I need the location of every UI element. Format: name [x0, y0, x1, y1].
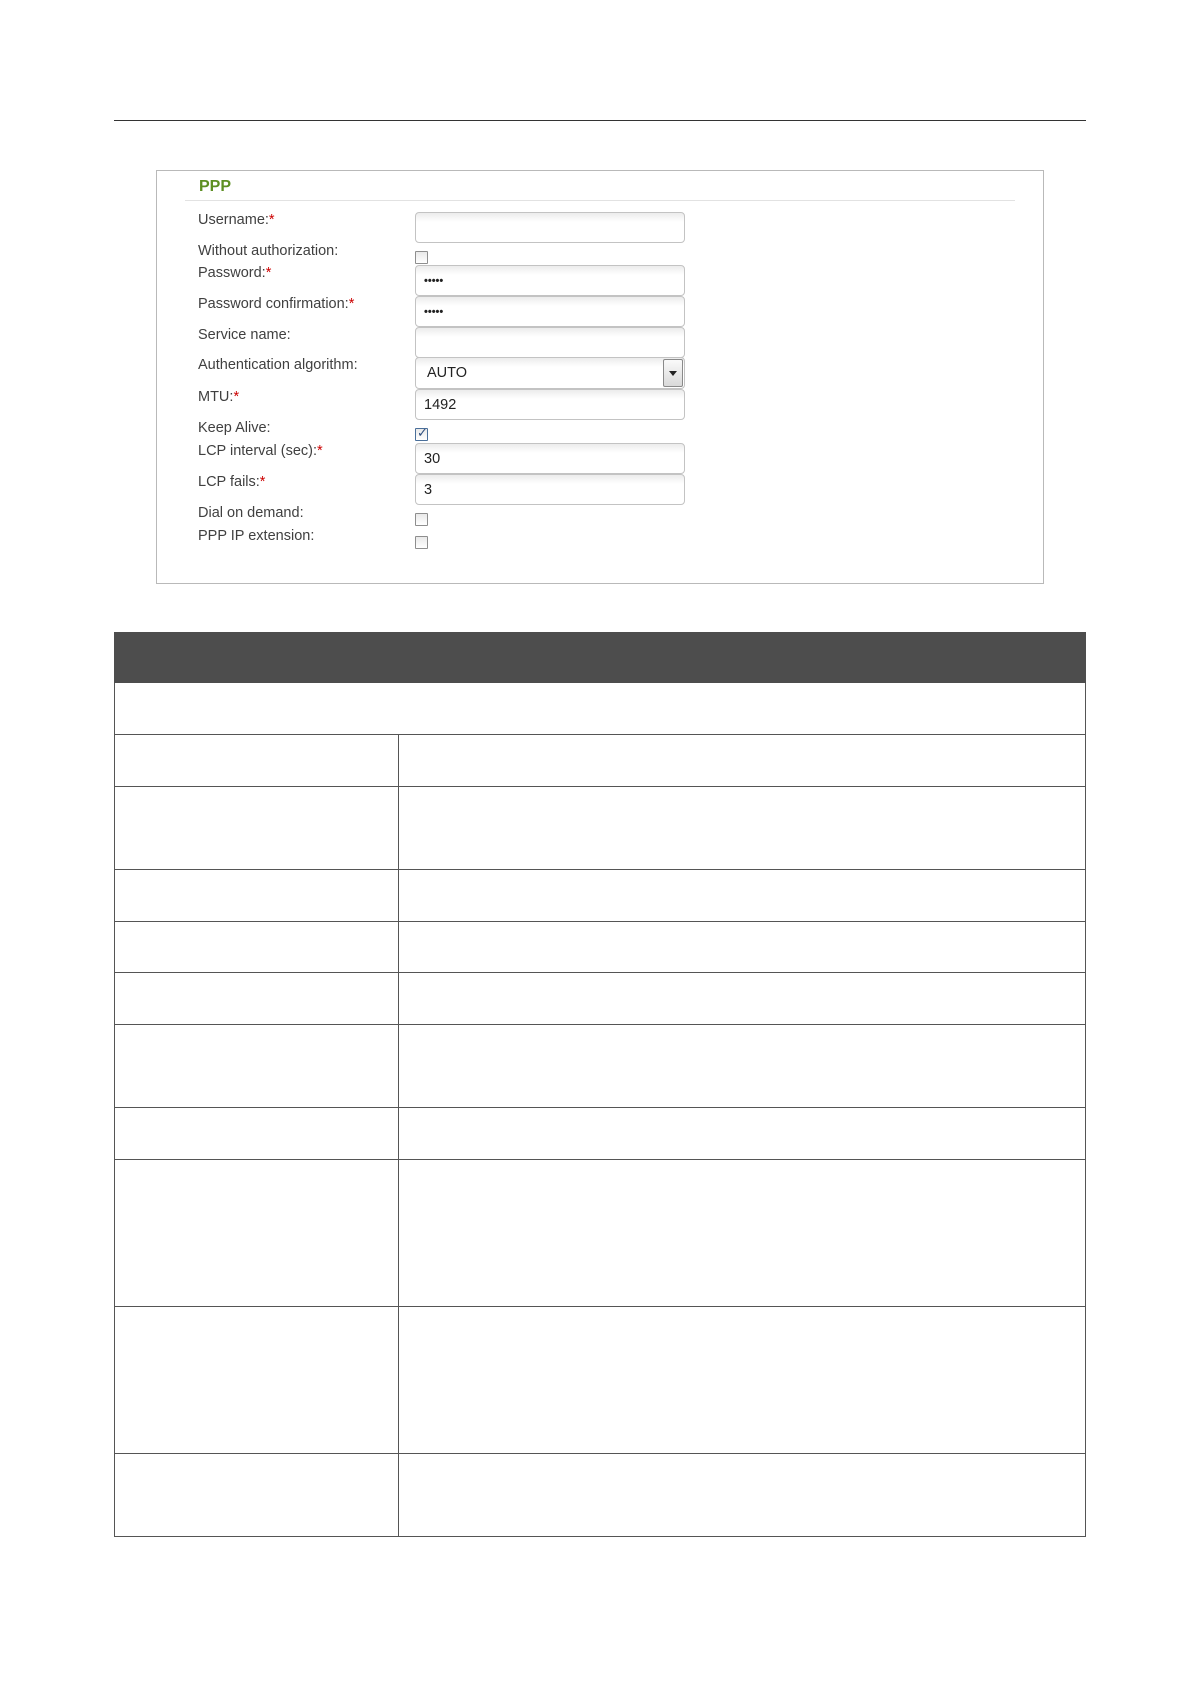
password-field[interactable] — [415, 265, 685, 296]
table-cell — [399, 1160, 1085, 1306]
without-authorization-label: Without authorization: — [198, 243, 339, 259]
dial-on-demand-label: Dial on demand: — [198, 505, 304, 521]
table-row — [114, 1025, 1086, 1108]
table-row — [114, 870, 1086, 922]
ppp-settings-panel — [156, 170, 1044, 584]
table-row — [114, 735, 1086, 787]
authentication-algorithm-label: Authentication algorithm: — [198, 357, 358, 373]
table-cell — [399, 1025, 1085, 1107]
table-cell — [115, 1160, 399, 1306]
table-cell — [399, 922, 1085, 972]
table-cell — [115, 973, 399, 1024]
table-cell — [399, 1108, 1085, 1159]
keep-alive-label: Keep Alive: — [198, 420, 271, 436]
table-cell — [115, 1025, 399, 1107]
table-cell — [115, 787, 399, 869]
mtu-label: MTU:* — [198, 389, 240, 405]
table-cell — [399, 973, 1085, 1024]
lcp-fails-field[interactable] — [415, 474, 685, 505]
panel-divider — [185, 200, 1015, 201]
panel-title: PPP — [199, 178, 232, 195]
authentication-algorithm-value: AUTO — [427, 365, 468, 381]
table-row — [114, 1454, 1086, 1537]
lcp-fails-label: LCP fails:* — [198, 474, 266, 490]
table-cell — [115, 1454, 399, 1536]
service-name-label: Service name: — [198, 327, 291, 343]
checkmark-icon: ✓ — [417, 425, 428, 440]
table-cell — [399, 735, 1085, 786]
table-row — [114, 922, 1086, 973]
mtu-field[interactable] — [415, 389, 685, 420]
ppp-ip-extension-label: PPP IP extension: — [198, 528, 315, 544]
authentication-algorithm-select[interactable] — [415, 357, 685, 389]
keep-alive-checkbox[interactable] — [415, 425, 428, 441]
username-label: Username:* — [198, 212, 275, 228]
table-row — [114, 1160, 1086, 1307]
table-header — [114, 632, 1086, 683]
table-row — [114, 1108, 1086, 1160]
without-authorization-checkbox[interactable] — [415, 251, 428, 264]
table-cell — [115, 735, 399, 786]
service-name-field[interactable] — [415, 327, 685, 358]
page-header-rule — [114, 120, 1086, 121]
ppp-ip-extension-checkbox[interactable] — [415, 536, 428, 549]
table-cell — [115, 922, 399, 972]
chevron-down-icon[interactable] — [663, 359, 683, 387]
table-row — [114, 787, 1086, 870]
table-cell — [115, 1307, 399, 1453]
table-row — [114, 973, 1086, 1025]
username-field[interactable] — [415, 212, 685, 243]
table-section-row — [114, 683, 1086, 735]
parameter-description-table — [114, 632, 1086, 1537]
table-cell — [399, 787, 1085, 869]
table-cell — [399, 870, 1085, 921]
password-confirmation-field[interactable] — [415, 296, 685, 327]
lcp-interval-label: LCP interval (sec):* — [198, 443, 323, 459]
table-cell — [399, 1454, 1085, 1536]
password-label: Password:* — [198, 265, 272, 281]
password-confirmation-label: Password confirmation:* — [198, 296, 355, 312]
lcp-interval-field[interactable] — [415, 443, 685, 474]
table-cell — [115, 870, 399, 921]
table-cell — [399, 1307, 1085, 1453]
table-row — [114, 1307, 1086, 1454]
table-cell — [115, 1108, 399, 1159]
dial-on-demand-checkbox[interactable] — [415, 513, 428, 526]
